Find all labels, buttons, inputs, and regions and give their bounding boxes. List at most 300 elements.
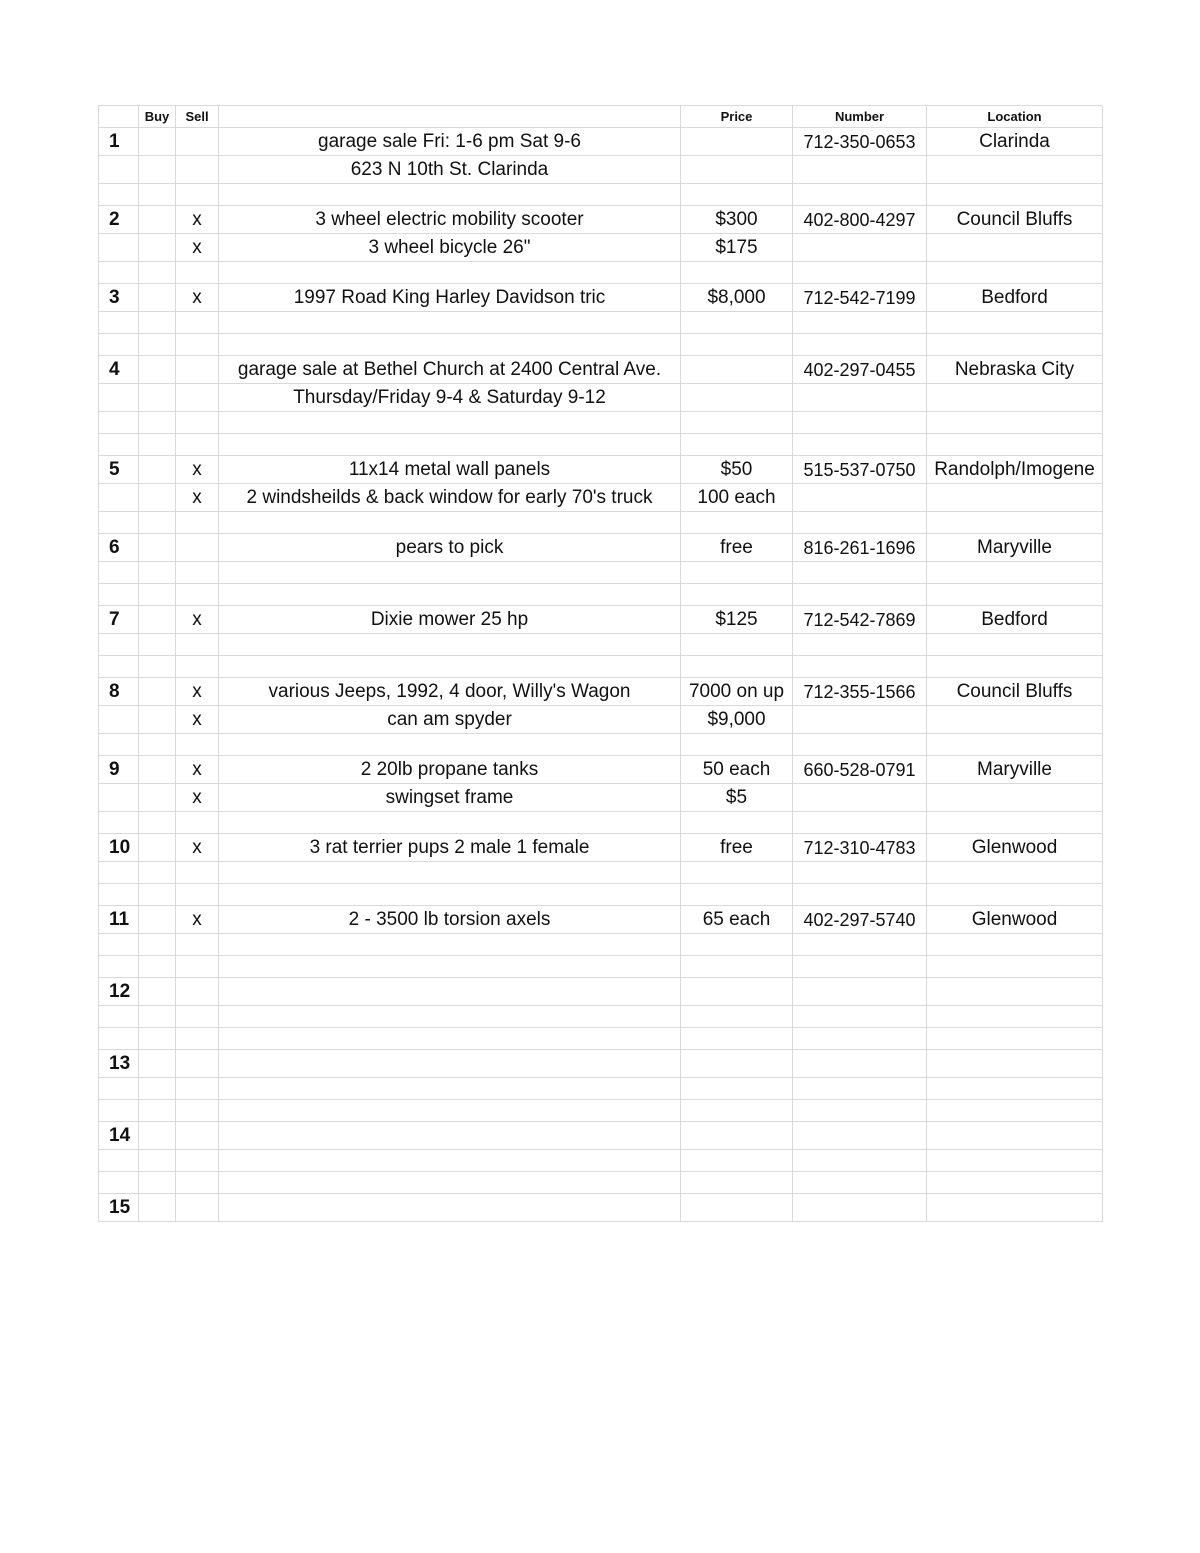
buy-cell xyxy=(139,1150,176,1172)
buy-cell xyxy=(139,456,176,484)
buy-cell xyxy=(139,334,176,356)
spacer-row xyxy=(99,1028,1103,1050)
price-cell: $9,000 xyxy=(681,706,793,734)
location-cell: Council Bluffs xyxy=(927,678,1103,706)
row-number xyxy=(99,1078,139,1100)
price-cell: $300 xyxy=(681,206,793,234)
table-row xyxy=(99,1050,1103,1078)
phone-cell xyxy=(793,434,927,456)
table-row xyxy=(99,284,1103,312)
sell-cell xyxy=(176,1150,219,1172)
sell-cell: x xyxy=(176,284,219,312)
price-cell: $50 xyxy=(681,456,793,484)
phone-cell: 660-528-0791 xyxy=(793,756,927,784)
phone-cell xyxy=(793,384,927,412)
buy-cell xyxy=(139,678,176,706)
buy-cell xyxy=(139,978,176,1006)
table-row xyxy=(99,356,1103,384)
location-cell xyxy=(927,862,1103,884)
buy-cell xyxy=(139,884,176,906)
row-number xyxy=(99,384,139,412)
item-cell xyxy=(219,562,681,584)
table-row xyxy=(99,834,1103,862)
buy-cell xyxy=(139,1028,176,1050)
header-sell: Sell xyxy=(176,106,219,128)
price-cell xyxy=(681,384,793,412)
location-cell: Glenwood xyxy=(927,906,1103,934)
row-number xyxy=(99,1150,139,1172)
item-cell xyxy=(219,1172,681,1194)
price-cell xyxy=(681,884,793,906)
spacer-row xyxy=(99,562,1103,584)
table-row xyxy=(99,456,1103,484)
row-number xyxy=(99,956,139,978)
table-row xyxy=(99,1122,1103,1150)
sell-cell xyxy=(176,634,219,656)
location-cell xyxy=(927,1172,1103,1194)
spacer-row xyxy=(99,584,1103,606)
sell-cell xyxy=(176,184,219,206)
item-cell: 11x14 metal wall panels xyxy=(219,456,681,484)
location-cell xyxy=(927,1028,1103,1050)
header-buy: Buy xyxy=(139,106,176,128)
buy-cell xyxy=(139,156,176,184)
item-cell xyxy=(219,1122,681,1150)
buy-cell xyxy=(139,1194,176,1222)
buy-cell xyxy=(139,534,176,562)
phone-cell xyxy=(793,634,927,656)
spacer-row xyxy=(99,434,1103,456)
row-number xyxy=(99,884,139,906)
buy-cell xyxy=(139,284,176,312)
sell-cell xyxy=(176,1122,219,1150)
row-number xyxy=(99,234,139,262)
spacer-row xyxy=(99,734,1103,756)
location-cell xyxy=(927,584,1103,606)
sell-cell: x xyxy=(176,756,219,784)
row-number: 2 xyxy=(99,206,139,234)
row-number xyxy=(99,562,139,584)
price-cell xyxy=(681,1078,793,1100)
row-number: 15 xyxy=(99,1194,139,1222)
sell-cell xyxy=(176,934,219,956)
table-row xyxy=(99,1194,1103,1222)
item-cell xyxy=(219,512,681,534)
sell-cell xyxy=(176,412,219,434)
item-cell xyxy=(219,1100,681,1122)
price-cell xyxy=(681,734,793,756)
item-cell xyxy=(219,656,681,678)
location-cell: Maryville xyxy=(927,756,1103,784)
sell-cell: x xyxy=(176,834,219,862)
spacer-row xyxy=(99,812,1103,834)
price-cell: 7000 on up xyxy=(681,678,793,706)
location-cell xyxy=(927,384,1103,412)
location-cell xyxy=(927,156,1103,184)
spacer-row xyxy=(99,1150,1103,1172)
item-cell xyxy=(219,1150,681,1172)
row-number: 11 xyxy=(99,906,139,934)
phone-cell xyxy=(793,934,927,956)
phone-cell xyxy=(793,512,927,534)
sell-cell: x xyxy=(176,206,219,234)
header-item xyxy=(219,106,681,128)
row-number xyxy=(99,184,139,206)
phone-cell: 402-297-0455 xyxy=(793,356,927,384)
header-location: Location xyxy=(927,106,1103,128)
price-cell xyxy=(681,656,793,678)
location-cell xyxy=(927,1194,1103,1222)
sell-cell xyxy=(176,384,219,412)
sell-cell xyxy=(176,956,219,978)
buy-cell xyxy=(139,384,176,412)
price-cell xyxy=(681,1122,793,1150)
row-number: 4 xyxy=(99,356,139,384)
header-row xyxy=(99,106,1103,128)
buy-cell xyxy=(139,634,176,656)
phone-cell xyxy=(793,1006,927,1028)
row-number xyxy=(99,512,139,534)
phone-cell xyxy=(793,784,927,812)
buy-cell xyxy=(139,356,176,384)
spacer-row xyxy=(99,634,1103,656)
sell-cell: x xyxy=(176,678,219,706)
sell-cell xyxy=(176,512,219,534)
buy-cell xyxy=(139,484,176,512)
table-row xyxy=(99,706,1103,734)
buy-cell xyxy=(139,1172,176,1194)
sell-cell xyxy=(176,734,219,756)
sell-cell xyxy=(176,584,219,606)
price-cell xyxy=(681,978,793,1006)
item-cell xyxy=(219,412,681,434)
spacer-row xyxy=(99,656,1103,678)
location-cell xyxy=(927,262,1103,284)
phone-cell: 515-537-0750 xyxy=(793,456,927,484)
price-cell xyxy=(681,812,793,834)
buy-cell xyxy=(139,206,176,234)
phone-cell: 712-542-7869 xyxy=(793,606,927,634)
row-number xyxy=(99,634,139,656)
location-cell: Nebraska City xyxy=(927,356,1103,384)
item-cell: garage sale Fri: 1-6 pm Sat 9-6 xyxy=(219,128,681,156)
sell-cell xyxy=(176,978,219,1006)
spacer-row xyxy=(99,1006,1103,1028)
price-cell xyxy=(681,634,793,656)
price-cell xyxy=(681,262,793,284)
buy-cell xyxy=(139,756,176,784)
table-row xyxy=(99,784,1103,812)
location-cell xyxy=(927,634,1103,656)
item-cell xyxy=(219,1006,681,1028)
buy-cell xyxy=(139,262,176,284)
buy-cell xyxy=(139,128,176,156)
sell-cell: x xyxy=(176,484,219,512)
phone-cell xyxy=(793,812,927,834)
item-cell xyxy=(219,862,681,884)
phone-cell xyxy=(793,312,927,334)
spacer-row xyxy=(99,184,1103,206)
item-cell: 2 - 3500 lb torsion axels xyxy=(219,906,681,934)
phone-cell: 712-350-0653 xyxy=(793,128,927,156)
row-number: 14 xyxy=(99,1122,139,1150)
row-number xyxy=(99,434,139,456)
sell-cell xyxy=(176,312,219,334)
location-cell: Council Bluffs xyxy=(927,206,1103,234)
item-cell xyxy=(219,956,681,978)
phone-cell xyxy=(793,1078,927,1100)
location-cell xyxy=(927,1122,1103,1150)
price-cell: free xyxy=(681,534,793,562)
location-cell: Randolph/Imogene xyxy=(927,456,1103,484)
header-number: Number xyxy=(793,106,927,128)
table-row xyxy=(99,484,1103,512)
sell-cell: x xyxy=(176,706,219,734)
sell-cell xyxy=(176,128,219,156)
sell-cell xyxy=(176,434,219,456)
buy-cell xyxy=(139,656,176,678)
location-cell xyxy=(927,1050,1103,1078)
row-number xyxy=(99,156,139,184)
price-cell: 100 each xyxy=(681,484,793,512)
spacer-row xyxy=(99,1172,1103,1194)
table-row xyxy=(99,534,1103,562)
sell-cell xyxy=(176,334,219,356)
spacer-row xyxy=(99,956,1103,978)
price-cell xyxy=(681,1050,793,1078)
sell-cell xyxy=(176,1006,219,1028)
phone-cell: 712-355-1566 xyxy=(793,678,927,706)
row-number xyxy=(99,934,139,956)
item-cell xyxy=(219,812,681,834)
phone-cell xyxy=(793,184,927,206)
buy-cell xyxy=(139,784,176,812)
item-cell xyxy=(219,184,681,206)
buy-cell xyxy=(139,906,176,934)
spacer-row xyxy=(99,334,1103,356)
phone-cell xyxy=(793,412,927,434)
row-number xyxy=(99,862,139,884)
item-cell: 623 N 10th St. Clarinda xyxy=(219,156,681,184)
table-row xyxy=(99,606,1103,634)
price-cell xyxy=(681,356,793,384)
item-cell: Dixie mower 25 hp xyxy=(219,606,681,634)
sell-cell xyxy=(176,1028,219,1050)
price-cell: $5 xyxy=(681,784,793,812)
price-cell xyxy=(681,1150,793,1172)
item-cell xyxy=(219,634,681,656)
item-cell xyxy=(219,312,681,334)
phone-cell xyxy=(793,956,927,978)
item-cell: can am spyder xyxy=(219,706,681,734)
price-cell xyxy=(681,184,793,206)
price-cell xyxy=(681,1100,793,1122)
location-cell xyxy=(927,334,1103,356)
item-cell xyxy=(219,434,681,456)
location-cell xyxy=(927,956,1103,978)
price-cell: free xyxy=(681,834,793,862)
item-cell: swingset frame xyxy=(219,784,681,812)
table-row xyxy=(99,906,1103,934)
table-row xyxy=(99,156,1103,184)
sell-cell: x xyxy=(176,606,219,634)
price-cell xyxy=(681,584,793,606)
buy-cell xyxy=(139,1050,176,1078)
item-cell: 3 rat terrier pups 2 male 1 female xyxy=(219,834,681,862)
row-number xyxy=(99,1172,139,1194)
row-number xyxy=(99,706,139,734)
row-number xyxy=(99,312,139,334)
row-number: 7 xyxy=(99,606,139,634)
price-cell xyxy=(681,1028,793,1050)
price-cell xyxy=(681,128,793,156)
buy-cell xyxy=(139,184,176,206)
location-cell xyxy=(927,1006,1103,1028)
price-cell: $175 xyxy=(681,234,793,262)
sell-cell xyxy=(176,1050,219,1078)
item-cell: 2 windsheilds & back window for early 70's truck xyxy=(219,484,681,512)
table-row xyxy=(99,206,1103,234)
location-cell xyxy=(927,978,1103,1006)
buy-cell xyxy=(139,734,176,756)
price-cell xyxy=(681,312,793,334)
spacer-row xyxy=(99,1100,1103,1122)
buy-cell xyxy=(139,606,176,634)
table-row xyxy=(99,978,1103,1006)
row-number xyxy=(99,1100,139,1122)
phone-cell xyxy=(793,334,927,356)
location-cell: Maryville xyxy=(927,534,1103,562)
table-row xyxy=(99,756,1103,784)
classified-listings-table xyxy=(98,105,1103,1222)
item-cell xyxy=(219,978,681,1006)
row-number xyxy=(99,812,139,834)
location-cell xyxy=(927,1150,1103,1172)
price-cell xyxy=(681,934,793,956)
price-cell xyxy=(681,334,793,356)
location-cell xyxy=(927,184,1103,206)
sell-cell xyxy=(176,1194,219,1222)
phone-cell xyxy=(793,734,927,756)
sell-cell xyxy=(176,156,219,184)
sell-cell xyxy=(176,862,219,884)
buy-cell xyxy=(139,312,176,334)
phone-cell xyxy=(793,156,927,184)
phone-cell xyxy=(793,862,927,884)
item-cell xyxy=(219,1050,681,1078)
phone-cell xyxy=(793,1050,927,1078)
row-number: 9 xyxy=(99,756,139,784)
row-number: 3 xyxy=(99,284,139,312)
price-cell xyxy=(681,562,793,584)
spacer-row xyxy=(99,262,1103,284)
price-cell xyxy=(681,956,793,978)
buy-cell xyxy=(139,412,176,434)
phone-cell: 402-800-4297 xyxy=(793,206,927,234)
item-cell xyxy=(219,934,681,956)
location-cell xyxy=(927,812,1103,834)
location-cell: Glenwood xyxy=(927,834,1103,862)
buy-cell xyxy=(139,862,176,884)
phone-cell xyxy=(793,884,927,906)
phone-cell xyxy=(793,1194,927,1222)
price-cell xyxy=(681,1172,793,1194)
table-row xyxy=(99,678,1103,706)
row-number xyxy=(99,1028,139,1050)
row-number: 1 xyxy=(99,128,139,156)
sell-cell xyxy=(176,884,219,906)
sell-cell xyxy=(176,534,219,562)
price-cell xyxy=(681,1006,793,1028)
phone-cell xyxy=(793,978,927,1006)
price-cell xyxy=(681,1194,793,1222)
spacer-row xyxy=(99,312,1103,334)
price-cell xyxy=(681,434,793,456)
phone-cell xyxy=(793,1122,927,1150)
location-cell: Clarinda xyxy=(927,128,1103,156)
location-cell xyxy=(927,312,1103,334)
item-cell: garage sale at Bethel Church at 2400 Central Ave. xyxy=(219,356,681,384)
item-cell xyxy=(219,884,681,906)
spacer-row xyxy=(99,1078,1103,1100)
sell-cell xyxy=(176,262,219,284)
table-row xyxy=(99,234,1103,262)
buy-cell xyxy=(139,234,176,262)
phone-cell xyxy=(793,706,927,734)
item-cell xyxy=(219,734,681,756)
row-number xyxy=(99,334,139,356)
location-cell xyxy=(927,484,1103,512)
price-cell: 65 each xyxy=(681,906,793,934)
table-row xyxy=(99,384,1103,412)
spacer-row xyxy=(99,512,1103,534)
location-cell xyxy=(927,412,1103,434)
location-cell xyxy=(927,1100,1103,1122)
row-number: 6 xyxy=(99,534,139,562)
item-cell xyxy=(219,1194,681,1222)
phone-cell: 712-542-7199 xyxy=(793,284,927,312)
row-number xyxy=(99,584,139,606)
phone-cell: 816-261-1696 xyxy=(793,534,927,562)
item-cell xyxy=(219,1078,681,1100)
buy-cell xyxy=(139,1100,176,1122)
phone-cell xyxy=(793,262,927,284)
item-cell xyxy=(219,262,681,284)
phone-cell: 402-297-5740 xyxy=(793,906,927,934)
location-cell xyxy=(927,656,1103,678)
price-cell: $125 xyxy=(681,606,793,634)
location-cell xyxy=(927,884,1103,906)
location-cell: Bedford xyxy=(927,606,1103,634)
row-number: 8 xyxy=(99,678,139,706)
phone-cell xyxy=(793,584,927,606)
sell-cell xyxy=(176,1078,219,1100)
location-cell xyxy=(927,934,1103,956)
location-cell xyxy=(927,784,1103,812)
phone-cell xyxy=(793,656,927,678)
phone-cell: 712-310-4783 xyxy=(793,834,927,862)
spacer-row xyxy=(99,884,1103,906)
sell-cell xyxy=(176,812,219,834)
item-cell xyxy=(219,334,681,356)
phone-cell xyxy=(793,1028,927,1050)
buy-cell xyxy=(139,934,176,956)
row-number xyxy=(99,1006,139,1028)
item-cell: 3 wheel bicycle 26" xyxy=(219,234,681,262)
table-row xyxy=(99,128,1103,156)
buy-cell xyxy=(139,434,176,456)
location-cell xyxy=(927,734,1103,756)
